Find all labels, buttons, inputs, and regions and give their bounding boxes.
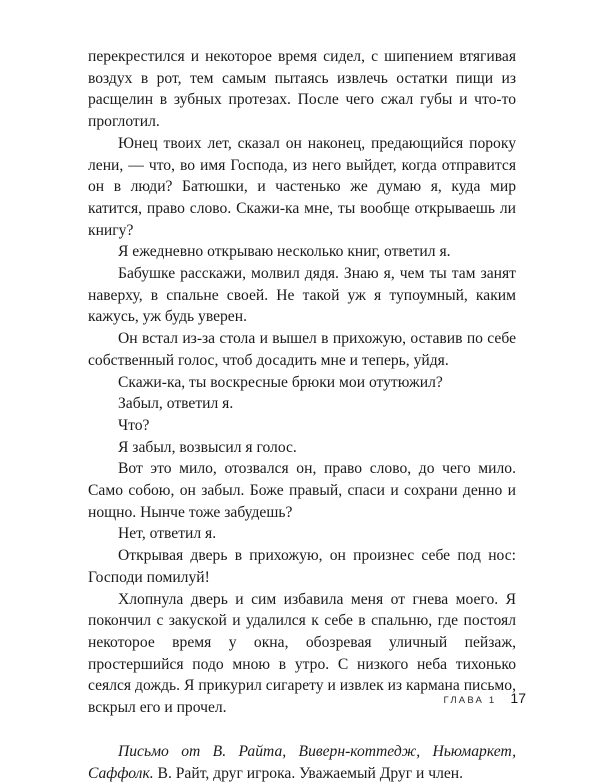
paragraph: Я забыл, возвысил я голос. xyxy=(118,438,297,456)
paragraph: Открывая дверь в прихожую, он произнес себе под нос: Господи помилуй! xyxy=(88,547,516,586)
paragraph: Бабушке расскажи, молвил дядя. Знаю я, чем ты там занят наверху, в спальне своей. Не такой уж я тупоумный, каким кажусь, уж будь уверен. xyxy=(88,265,516,326)
page-body xyxy=(88,46,516,784)
letter-body: В. Райт, друг игрока. Уважаемый Друг и член. xyxy=(153,764,464,782)
paragraph: Скажи-ка, ты воскресные брюки мои отутюжил? xyxy=(118,373,443,391)
chapter-label: ГЛАВА 1 xyxy=(443,695,497,706)
page-footer xyxy=(444,690,526,706)
letter-heading: Письмо от В. Райта, Виверн-коттедж, Ньюмаркет, Саффолк. xyxy=(88,742,516,782)
paragraph: Забыл, ответил я. xyxy=(118,395,234,413)
paragraph: Хлопнула дверь и сим избавила меня от гнева моего. Я покончил с закуской и удалился к себе в спальню, где постоял некоторое время у окна, обозревая уличный пейзаж, простершийся подо мною в утро. С низкого неба тихонько сеялся дождь. Я прикурил сигарету и извлек из кармана письмо, вскрыл его и прочел. xyxy=(88,590,516,717)
paragraph: Нет, ответил я. xyxy=(118,525,217,543)
letter-paragraph xyxy=(88,741,516,784)
paragraph: Вот это мило, отозвался он, право слово, до чего мило. Само собою, он забыл. Боже правый, спаси и сохрани денно и нощно. Нынче тоже забудешь? xyxy=(88,460,516,521)
paragraph: Я ежедневно открываю несколько книг, ответил я. xyxy=(118,243,451,261)
paragraph: перекрестился и некоторое время сидел, с шипением втягивая воздух в рот, тем самым пытаясь извлечь остатки пищи из расщелин в зубных протезах. После чего сжал губы и что-то проглотил. xyxy=(88,48,516,131)
page-number: 17 xyxy=(510,690,526,706)
paragraph: Юнец твоих лет, сказал он наконец, предающийся пороку лени, — что, во имя Господа, из него выйдет, когда отправится он в люди? Батюшки, и частенько же думаю я, куда мир катится, право слово. Скажи-ка мне, ты вообще открываешь ли книгу? xyxy=(88,134,516,239)
paragraph: Он встал из-за стола и вышел в прихожую, оставив по себе собственный голос, чтоб досадить мне и теперь, уйдя. xyxy=(88,330,516,369)
paragraph: Что? xyxy=(118,416,150,434)
